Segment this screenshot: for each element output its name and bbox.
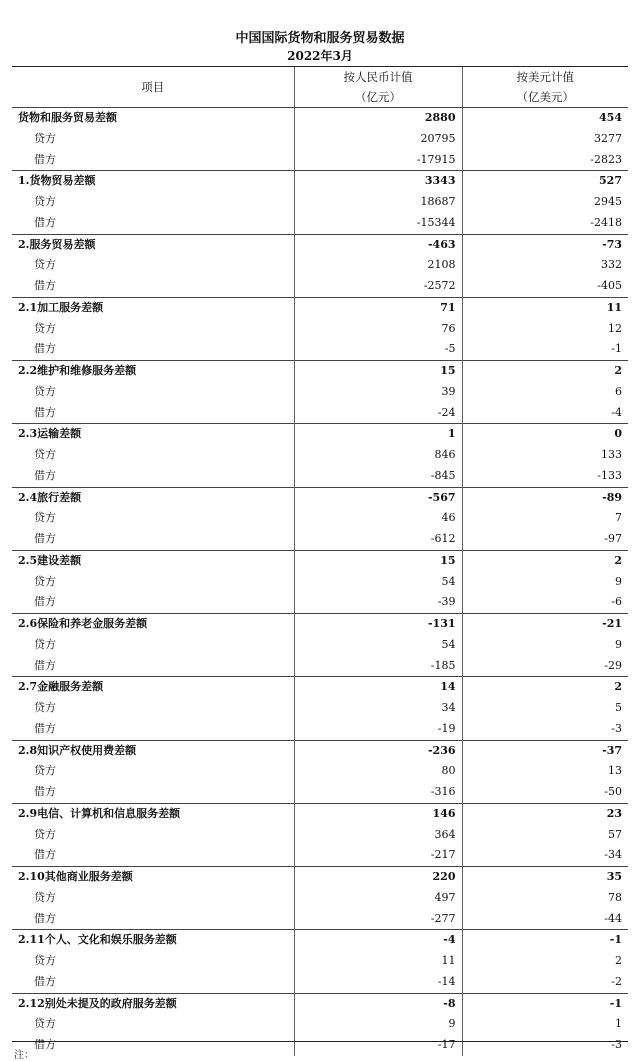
header-usd-unit: （亿美元） — [516, 90, 574, 104]
rmb-value: 39 — [294, 382, 462, 403]
credit-row — [12, 255, 628, 276]
debit-row — [12, 656, 628, 677]
rmb-value: 3343 — [294, 171, 462, 192]
usd-value: -44 — [462, 909, 628, 930]
usd-value: 2 — [462, 361, 628, 382]
row-label: 2.9电信、计算机和信息服务差额 — [12, 803, 294, 824]
credit-row — [12, 888, 628, 909]
debit-row — [12, 782, 628, 803]
credit-row — [12, 951, 628, 972]
section-total-row — [12, 487, 628, 508]
section-total-row — [12, 550, 628, 571]
usd-value: 527 — [462, 171, 628, 192]
section-total-row — [12, 930, 628, 951]
row-label: 借方 — [34, 405, 56, 419]
rmb-value: -19 — [294, 719, 462, 740]
usd-value: 11 — [462, 297, 628, 318]
credit-row — [12, 635, 628, 656]
section-total-row — [12, 993, 628, 1014]
section-total-row — [12, 108, 628, 129]
row-label: 贷方 — [34, 511, 56, 525]
usd-value: -21 — [462, 614, 628, 635]
credit-row — [12, 445, 628, 466]
rmb-value: 9 — [294, 1014, 462, 1035]
row-label: 贷方 — [34, 321, 56, 335]
usd-value: 7 — [462, 508, 628, 529]
debit-row — [12, 592, 628, 613]
usd-value: 78 — [462, 888, 628, 909]
usd-value: 0 — [462, 424, 628, 445]
header-item: 项目 — [12, 67, 294, 108]
section-total-row — [12, 614, 628, 635]
usd-value: -1 — [462, 930, 628, 951]
usd-value: 2 — [462, 677, 628, 698]
debit-row — [12, 719, 628, 740]
rmb-value: -185 — [294, 656, 462, 677]
usd-value: -405 — [462, 276, 628, 297]
debit-row — [12, 339, 628, 360]
rmb-value: -4 — [294, 930, 462, 951]
rmb-value: 80 — [294, 761, 462, 782]
usd-value: -6 — [462, 592, 628, 613]
rmb-value: 15 — [294, 550, 462, 571]
usd-value: 9 — [462, 572, 628, 593]
rmb-value: -567 — [294, 487, 462, 508]
row-label: 贷方 — [34, 131, 56, 145]
usd-value: -133 — [462, 466, 628, 487]
usd-value: 2 — [462, 951, 628, 972]
usd-value: -2823 — [462, 150, 628, 171]
rmb-value: 220 — [294, 867, 462, 888]
rmb-value: -463 — [294, 234, 462, 255]
usd-value: 2 — [462, 550, 628, 571]
row-label: 贷方 — [34, 258, 56, 272]
usd-value: 133 — [462, 445, 628, 466]
usd-value: 13 — [462, 761, 628, 782]
rmb-value: 46 — [294, 508, 462, 529]
row-label: 2.1加工服务差额 — [12, 297, 294, 318]
debit-row — [12, 972, 628, 993]
usd-value: 454 — [462, 108, 628, 129]
section-total-row — [12, 171, 628, 192]
section-total-row — [12, 424, 628, 445]
row-label: 2.6保险和养老金服务差额 — [12, 614, 294, 635]
usd-value: -97 — [462, 529, 628, 550]
debit-row — [12, 909, 628, 930]
row-label: 2.10其他商业服务差额 — [12, 867, 294, 888]
usd-value: 1 — [462, 1014, 628, 1035]
debit-row — [12, 403, 628, 424]
row-label: 2.5建设差额 — [12, 550, 294, 571]
usd-value: 12 — [462, 319, 628, 340]
usd-value: 2945 — [462, 192, 628, 213]
row-label: 贷方 — [34, 827, 56, 841]
header-usd — [462, 67, 628, 108]
row-label: 借方 — [34, 279, 56, 292]
rmb-value: -2572 — [294, 276, 462, 297]
row-label: 借方 — [34, 152, 56, 166]
rmb-value: -15344 — [294, 213, 462, 234]
rmb-value: 364 — [294, 825, 462, 846]
usd-value: -2 — [462, 972, 628, 993]
rmb-value: -131 — [294, 614, 462, 635]
row-label: 贷方 — [34, 764, 56, 778]
credit-row — [12, 192, 628, 213]
row-label: 2.11个人、文化和娱乐服务差额 — [12, 930, 294, 951]
usd-value: -50 — [462, 782, 628, 803]
rmb-value: -316 — [294, 782, 462, 803]
debit-row — [12, 529, 628, 550]
row-label: 贷方 — [34, 574, 56, 588]
rmb-value: 1 — [294, 424, 462, 445]
header-usd-label: 按美元计值 — [516, 70, 574, 84]
rmb-value: 14 — [294, 677, 462, 698]
row-label: 借方 — [34, 342, 56, 356]
row-label: 借方 — [34, 658, 56, 672]
usd-value: 35 — [462, 867, 628, 888]
row-label: 借方 — [34, 785, 56, 798]
credit-row — [12, 508, 628, 529]
credit-row — [12, 129, 628, 150]
credit-row — [12, 319, 628, 340]
section-total-row — [12, 234, 628, 255]
debit-row — [12, 150, 628, 171]
usd-value: 23 — [462, 803, 628, 824]
debit-row — [12, 276, 628, 297]
rmb-value: 34 — [294, 698, 462, 719]
rmb-value: -236 — [294, 740, 462, 761]
section-total-row — [12, 803, 628, 824]
row-label: 借方 — [34, 974, 56, 988]
rmb-value: -612 — [294, 529, 462, 550]
rmb-value: 497 — [294, 888, 462, 909]
rmb-value: -24 — [294, 403, 462, 424]
credit-row — [12, 1014, 628, 1035]
header-rmb — [294, 67, 462, 108]
debit-row — [12, 213, 628, 234]
credit-row — [12, 698, 628, 719]
credit-row — [12, 761, 628, 782]
usd-value: 57 — [462, 825, 628, 846]
trade-data-table — [12, 66, 628, 1056]
section-total-row — [12, 677, 628, 698]
row-label: 2.2维护和维修服务差额 — [12, 361, 294, 382]
credit-row — [12, 572, 628, 593]
usd-value: -1 — [462, 339, 628, 360]
section-total-row — [12, 867, 628, 888]
row-label: 2.8知识产权使用费差额 — [12, 740, 294, 761]
rmb-value: -14 — [294, 972, 462, 993]
usd-value: 3277 — [462, 129, 628, 150]
rmb-value: 71 — [294, 297, 462, 318]
rmb-value: -17915 — [294, 150, 462, 171]
row-label: 贷方 — [34, 890, 56, 904]
page-subtitle: 2022年3月 — [287, 49, 353, 63]
usd-value: -1 — [462, 993, 628, 1014]
row-label: 贷方 — [34, 448, 56, 461]
usd-value: -73 — [462, 234, 628, 255]
rmb-value: -217 — [294, 845, 462, 866]
row-label: 借方 — [34, 468, 56, 482]
section-total-row — [12, 740, 628, 761]
rmb-value: 54 — [294, 635, 462, 656]
row-label: 贷方 — [34, 195, 56, 208]
usd-value: -4 — [462, 403, 628, 424]
debit-row — [12, 845, 628, 866]
rmb-value: 20795 — [294, 129, 462, 150]
usd-value: -34 — [462, 845, 628, 866]
rmb-value: -8 — [294, 993, 462, 1014]
row-label: 借方 — [34, 1038, 56, 1051]
row-label: 借方 — [34, 721, 56, 735]
debit-row — [12, 466, 628, 487]
rmb-value: 15 — [294, 361, 462, 382]
usd-value: -29 — [462, 656, 628, 677]
header-rmb-unit: （亿元） — [355, 90, 401, 104]
rmb-value: 2108 — [294, 255, 462, 276]
section-total-row — [12, 361, 628, 382]
usd-value: 9 — [462, 635, 628, 656]
row-label: 2.3运输差额 — [12, 424, 294, 445]
usd-value: -3 — [462, 719, 628, 740]
row-label: 借方 — [34, 595, 56, 609]
rmb-value: -17 — [294, 1035, 462, 1056]
row-label: 贷方 — [34, 637, 56, 651]
rmb-value: 846 — [294, 445, 462, 466]
usd-value: -37 — [462, 740, 628, 761]
row-label: 借方 — [34, 532, 56, 545]
debit-row — [12, 1035, 628, 1056]
rmb-value: -39 — [294, 592, 462, 613]
row-label: 贷方 — [34, 701, 56, 714]
usd-value: -3 — [462, 1035, 628, 1056]
rmb-value: 2880 — [294, 108, 462, 129]
row-label: 借方 — [34, 215, 56, 229]
row-label: 2.7金融服务差额 — [12, 677, 294, 698]
rmb-value: 146 — [294, 803, 462, 824]
usd-value: 6 — [462, 382, 628, 403]
row-label: 2.服务贸易差额 — [12, 234, 294, 255]
rmb-value: 76 — [294, 319, 462, 340]
rmb-value: 54 — [294, 572, 462, 593]
usd-value: 332 — [462, 255, 628, 276]
row-label: 贷方 — [34, 954, 56, 967]
table-body — [12, 108, 628, 1056]
page-title: 中国国际货物和服务贸易数据 — [235, 31, 405, 46]
rmb-value: 18687 — [294, 192, 462, 213]
row-label: 2.12别处未提及的政府服务差额 — [12, 993, 294, 1014]
rmb-value: 11 — [294, 951, 462, 972]
credit-row — [12, 382, 628, 403]
row-label: 借方 — [34, 911, 56, 925]
row-label: 2.4旅行差额 — [12, 487, 294, 508]
table-bottom-rule — [12, 1041, 628, 1042]
credit-row — [12, 825, 628, 846]
usd-value: -2418 — [462, 213, 628, 234]
usd-value: 5 — [462, 698, 628, 719]
rmb-value: -277 — [294, 909, 462, 930]
rmb-value: -845 — [294, 466, 462, 487]
table-note: 注： — [14, 1050, 34, 1061]
usd-value: -89 — [462, 487, 628, 508]
header-rmb-label: 按人民币计值 — [343, 70, 413, 84]
table-header — [12, 67, 628, 108]
section-total-row — [12, 297, 628, 318]
row-label: 贷方 — [34, 384, 56, 398]
row-label: 贷方 — [34, 1017, 56, 1031]
row-label: 货物和服务贸易差额 — [18, 111, 117, 124]
rmb-value: -5 — [294, 339, 462, 360]
row-label: 借方 — [34, 848, 56, 862]
row-label: 1.货物贸易差额 — [12, 171, 294, 192]
